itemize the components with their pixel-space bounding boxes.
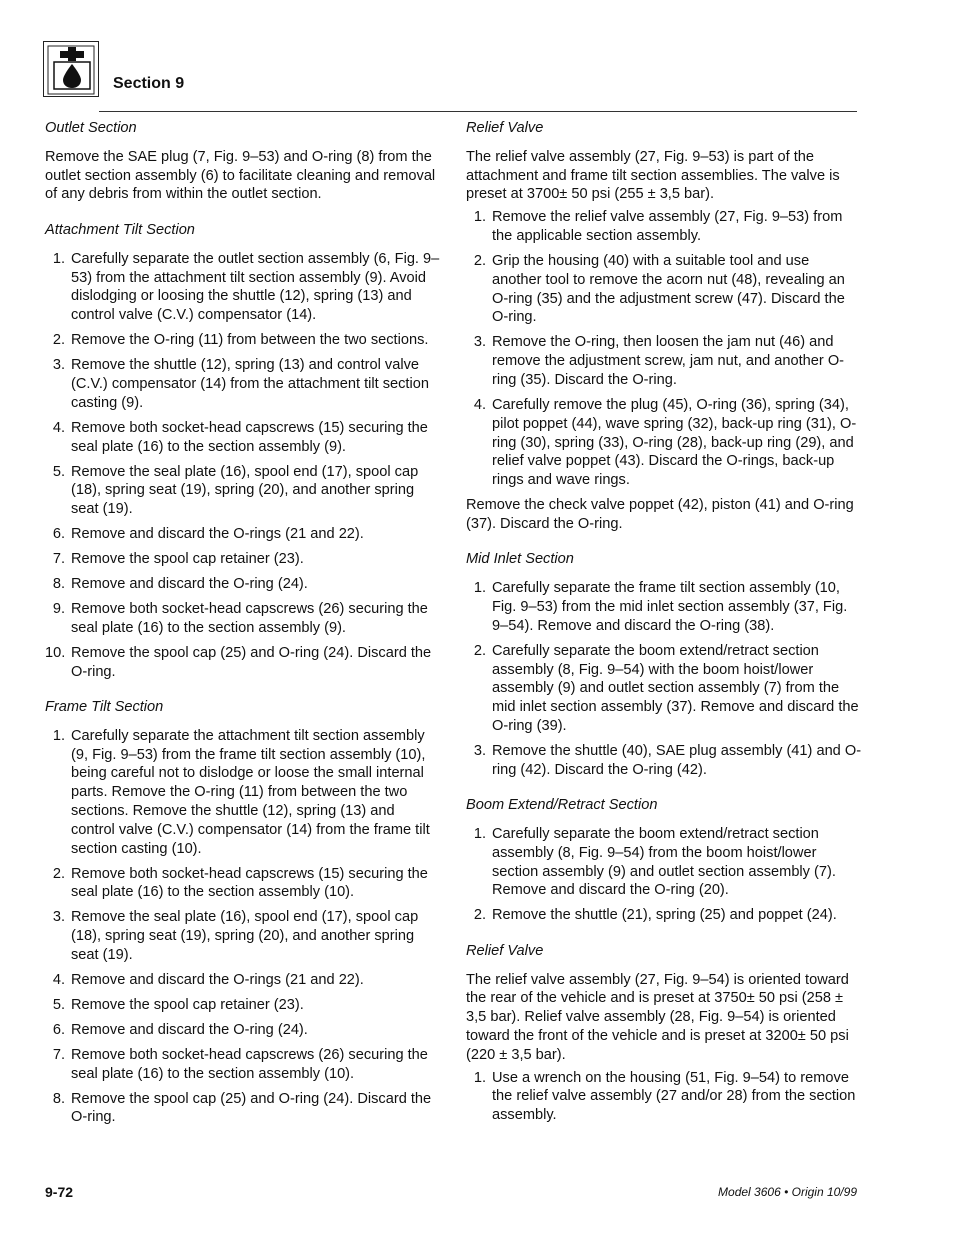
section-title: Section 9 xyxy=(113,75,185,92)
list-item: 10. Remove the spool cap (25) and O-ring (24). Discard the O-ring. xyxy=(45,644,432,680)
list-item: 1. Carefully separate the frame tilt section assembly (10, Fig. 9–53) from the mid inlet section assembly (37, Fig. 9–54). Remove and discard the O-ring (38). xyxy=(473,580,848,634)
mid-inlet-steps xyxy=(466,579,862,779)
list-item: 6. Remove and discard the O-rings (21 and 22). xyxy=(52,526,364,543)
list-item: 5. Remove the seal plate (16), spool end (17), spool cap (18), spring seat (19), spring (20), and another spring seat (19). xyxy=(52,463,419,518)
relief-valve-heading-2: Relief Valve xyxy=(466,942,544,959)
manual-logo xyxy=(43,41,99,97)
list-item: 1. Carefully separate the outlet section assembly (6, Fig. 9–53) from the attachment tilt section assembly (9). Avoid dislodging or loosing the shuttle (12), spring (13) and control valve (C.V.) compensator (14). xyxy=(52,250,440,324)
list-item: 7. Remove the spool cap retainer (23). xyxy=(52,551,304,568)
list-item: 2. Remove the shuttle (21), spring (25) and poppet (24). xyxy=(473,907,837,924)
model-origin: Model 3606 • Origin 10/99 xyxy=(718,1185,857,1199)
check-valve-paragraph: Remove the check valve poppet (42), piston (41) and O-ring (37). Discard the O-ring. xyxy=(466,497,854,532)
outlet-section-paragraph: Remove the SAE plug (7, Fig. 9–53) and O-ring (8) from the outlet section assembly (6) to facilitate cleaning and removal of any debris from within the outlet section. xyxy=(45,148,436,203)
list-item: 4. Carefully remove the plug (45), O-ring (36), spring (34), pilot poppet (44), wave spring (32), back-up ring (31), O-ring (30), spring (33), O-ring (28), back-up ring (29), and relief valve poppet (43). Discard the O-rings, back-up rings and wave rings. xyxy=(473,396,857,489)
list-item: 8. Remove and discard the O-ring (24). xyxy=(52,576,308,593)
oil-drop-cross-icon xyxy=(44,42,100,98)
list-item: 3. Remove the seal plate (16), spool end (17), spool cap (18), spring seat (19), spring (20), and another spring seat (19). xyxy=(52,909,419,963)
outlet-section-heading: Outlet Section xyxy=(45,120,137,136)
attachment-tilt-steps xyxy=(45,250,440,682)
list-item: 1. Remove the relief valve assembly (27, Fig. 9–53) from the applicable section assembly. xyxy=(473,209,843,244)
frame-tilt-heading: Frame Tilt Section xyxy=(45,699,164,715)
list-item: 4. Remove both socket-head capscrews (15) securing the seal plate (16) to the section assembly (9). xyxy=(52,419,428,455)
right-column xyxy=(466,119,862,1135)
list-item: 6. Remove and discard the O-ring (24). xyxy=(52,1021,308,1038)
list-item: 3. Remove the O-ring, then loosen the jam nut (46) and remove the adjustment screw, jam nut, and another O-ring (35). Discard the O-ring. xyxy=(473,334,845,388)
list-item: 2. Grip the housing (40) with a suitable tool and use another tool to remove the acorn nut (48), revealing an O-ring (35) and the adjustment screw (47). Discard the O-ring. xyxy=(473,252,845,326)
mid-inlet-heading: Mid Inlet Section xyxy=(466,551,574,568)
list-item: 1. Carefully separate the attachment tilt section assembly (9, Fig. 9–53) from the frame tilt section assembly (10), being careful not to dislodge or loose the small internal parts. Remove the O-ring (11) from between the two sections. Remove the shuttle (12), spring (13) and control valve (C.V.) compensator (14) from the frame tilt section casting (10). xyxy=(52,727,430,857)
list-item: 1. Use a wrench on the housing (51, Fig. 9–54) to remove the relief valve assembly (27 and/or 28) from the section assembly. xyxy=(473,1069,856,1124)
relief-valve-heading: Relief Valve xyxy=(466,120,544,136)
relief-valve-steps-2 xyxy=(466,1069,862,1125)
list-item: 3. Remove the shuttle (12), spring (13) and control valve (C.V.) compensator (14) from the attachment tilt section casting (9). xyxy=(52,357,429,411)
list-item: 9. Remove both socket-head capscrews (26) securing the seal plate (16) to the section assembly (9). xyxy=(52,601,428,636)
list-item: 2. Carefully separate the boom extend/retract section assembly (8, Fig. 9–54) with the boom hoist/lower assembly (9) and outlet section assembly (7) from the mid inlet section assembly (37). Remove and discard the O-ring (39). xyxy=(473,642,859,735)
header-rule xyxy=(99,111,857,112)
list-item: 8. Remove the spool cap (25) and O-ring (24). Discard the O-ring. xyxy=(52,1090,432,1126)
list-item: 3. Remove the shuttle (40), SAE plug assembly (41) and O-ring (42). Discard the O-ring (42). xyxy=(473,743,862,778)
list-item: 2. Remove the O-ring (11) from between the two sections. xyxy=(52,332,429,349)
left-column xyxy=(45,119,440,1137)
list-item: 1. Carefully separate the boom extend/retract section assembly (8, Fig. 9–54) from the boom hoist/lower section assembly (9) and outlet section assembly (7). Remove and discard the O-ring (20). xyxy=(473,826,836,899)
relief-valve-steps xyxy=(466,208,862,490)
relief-valve-paragraph-2: The relief valve assembly (27, Fig. 9–54) is oriented toward the rear of the vehicle and is preset at 3750± 50 psi (258 ± 3,5 bar). Relief valve assembly (28, Fig. 9–54) is oriented toward the front of the vehicle and is preset at 3200± 50 psi (220 ± 3,5 bar). xyxy=(466,971,849,1063)
list-item: 5. Remove the spool cap retainer (23). xyxy=(52,996,304,1013)
attachment-tilt-heading: Attachment Tilt Section xyxy=(45,221,195,238)
list-item: 4. Remove and discard the O-rings (21 and 22). xyxy=(52,971,364,988)
list-item: 7. Remove both socket-head capscrews (26) securing the seal plate (16) to the section assembly (10). xyxy=(52,1046,428,1082)
page-number: 9-72 xyxy=(45,1184,74,1200)
boom-extend-heading: Boom Extend/Retract Section xyxy=(466,797,658,814)
relief-valve-paragraph: The relief valve assembly (27, Fig. 9–53) is part of the attachment and frame tilt section assemblies. The valve is preset at 3700± 50 psi (255 ± 3,5 bar). xyxy=(466,148,840,203)
boom-extend-steps xyxy=(466,825,862,925)
list-item: 2. Remove both socket-head capscrews (15) securing the seal plate (16) to the section assembly (10). xyxy=(52,865,428,901)
frame-tilt-steps xyxy=(45,727,440,1127)
